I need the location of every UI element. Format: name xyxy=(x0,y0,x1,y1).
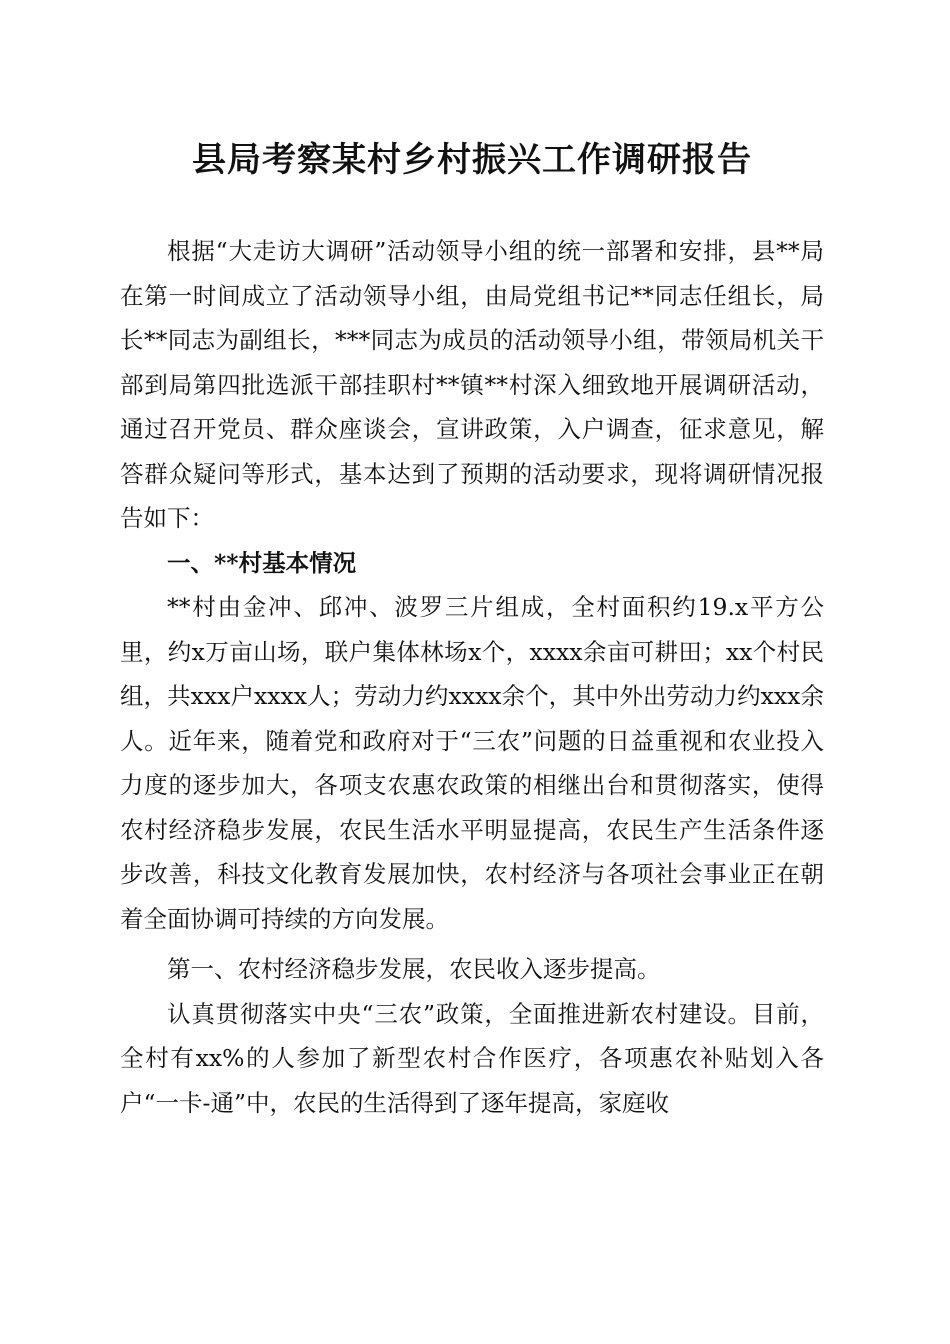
document-body xyxy=(120,229,824,1125)
section-heading-basic-info: 一、**村基本情况 xyxy=(167,548,357,577)
intro-paragraph: 根据“大走访大调研”活动领导小组的统一部署和安排，县**局在第一时间成立了活动领导小组，由局党组书记**同志任组长，局长**同志为副组长，***同志为成员的活动领导小组，带领局机关干部到局第四批选派干部挂职村**镇**村深入细致地开展调研活动，通过召开党员、群众座谈会，宣讲政策，入户调查，征求意见，解答群众疑问等形式，基本达到了预期的活动要求，现将调研情况报告如下： xyxy=(120,237,824,532)
economy-paragraph: 认真贯彻落实中央“三农”政策，全面推进新农村建设。目前，全村有xx%的人参加了新型农村合作医疗，各项惠农补贴划入各户“一卡-通”中，农民的生活得到了逐年提高，家庭收 xyxy=(120,999,824,1117)
document-page xyxy=(120,0,824,1125)
basic-info-paragraph: **村由金冲、邱冲、波罗三片组成，全村面积约19.x平方公里，约x万亩山场，联户集体林场x个，xxxx余亩可耕田；xx个村民组，共xxx户xxxx人；劳动力约xxxx余个，其中外出劳动力约xxx余人。近年来，随着党和政府对于“三农”问题的日益重视和农业投入力度的逐步加大，各项支农惠农政策的相继出台和贯彻落实，使得农村经济稳步发展，农民生活水平明显提高，农民生产生活条件逐步改善，科技文化教育发展加快，农村经济与各项社会事业正在朝着全面协调可持续的方向发展。 xyxy=(120,593,824,933)
subheading-economy: 第一、农村经济稳步发展，农民收入逐步提高。 xyxy=(167,955,661,983)
document-title: 县局考察某村乡村振兴工作调研报告 xyxy=(192,140,752,180)
